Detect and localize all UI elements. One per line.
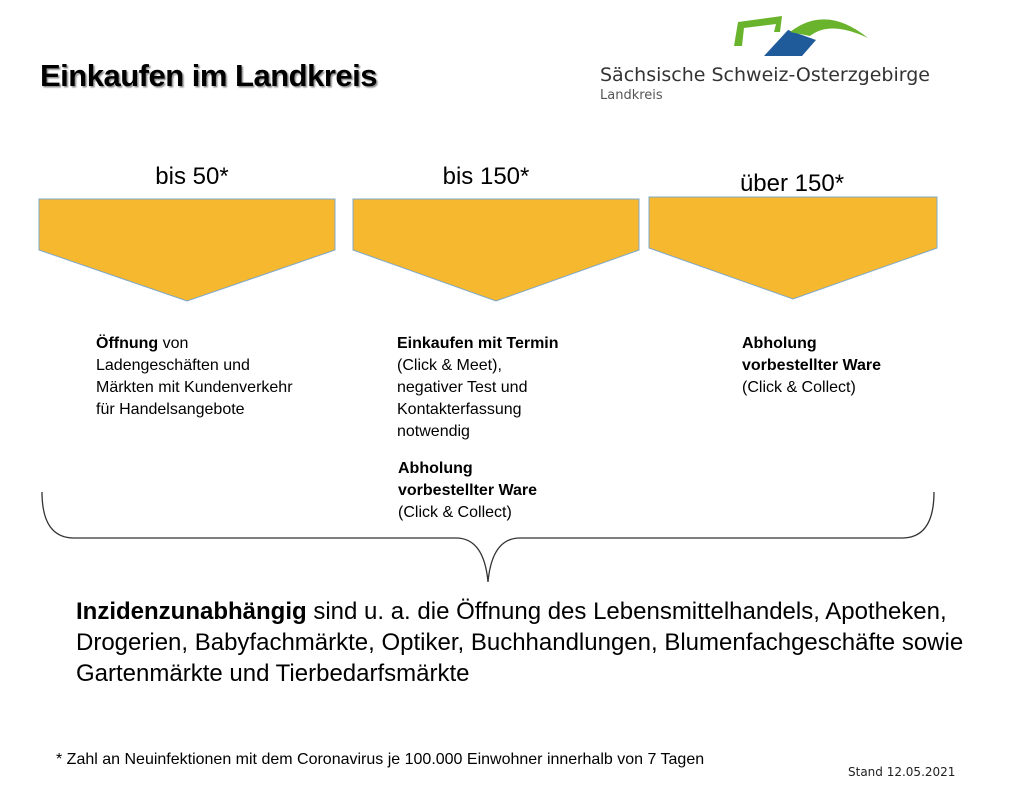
- column-heading-2: bis 150*: [442, 163, 530, 190]
- column-2-block-1-bold: Einkaufen mit Termin: [397, 335, 559, 352]
- district-logo: [600, 10, 930, 110]
- column-1-block-1-text: von Ladengeschäften und Märkten mit Kundenverkehr für Handelsangebote: [96, 335, 293, 418]
- column-1-block-1-bold: Öffnung: [96, 335, 159, 352]
- column-3-block-1-bold: Abholung vorbestellter Ware: [742, 335, 882, 374]
- column-heading-1: bis 50*: [155, 163, 229, 190]
- logo-subtitle: Landkreis: [600, 88, 663, 103]
- page-title: Einkaufen im Landkreis: [40, 58, 377, 93]
- curly-brace: [38, 490, 938, 586]
- column-description-1: [96, 333, 296, 421]
- column-2-block-2-bold: Abholung vorbestellter Ware: [398, 460, 538, 499]
- logo-name: Sächsische Schweiz-Osterzgebirge: [600, 64, 930, 86]
- footnote: * Zahl an Neuinfektionen mit dem Coronavirus je 100.000 Einwohner innerhalb von 7 Tagen: [56, 751, 705, 768]
- district-logo-icon: [730, 10, 870, 60]
- column-3-block-1-text: (Click & Collect): [742, 379, 856, 396]
- chevron-shape-1: [38, 198, 336, 302]
- chevron-shape-3: [648, 196, 938, 300]
- column-description-2: [397, 333, 612, 443]
- column-2-block-2-text: (Click & Collect): [398, 504, 512, 521]
- column-description-3: [742, 333, 932, 399]
- chevron-shape-2: [352, 198, 640, 302]
- summary-body: sind u. a. die Öffnung des Lebensmittelhandels, Apotheken, Drogerien, Babyfachmärkte, Optiker, Buchhandlungen, Blumenfachgeschäfte sowie Gartenmärkte und Tierbedarfsmärkte: [76, 598, 964, 687]
- column-2-block-1-text: (Click & Meet), negativer Test und Kontakterfassung notwendig: [397, 357, 528, 440]
- summary-text: [76, 596, 976, 689]
- column-heading-3: über 150*: [739, 170, 845, 197]
- stand-date: Stand 12.05.2021: [848, 765, 956, 779]
- summary-bold: Inzidenzunabhängig: [76, 598, 307, 625]
